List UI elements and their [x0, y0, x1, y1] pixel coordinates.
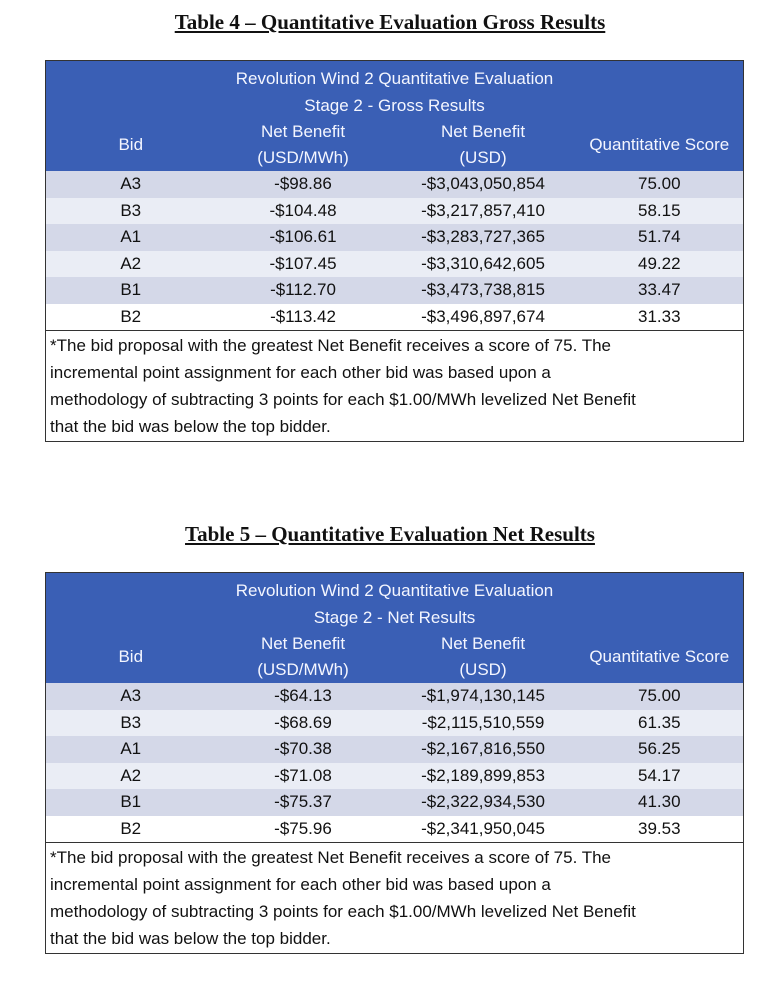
net-benefit-mwh-cell: -$75.37: [216, 789, 391, 816]
table4: [45, 60, 744, 442]
net-benefit-usd-cell: -$3,496,897,674: [391, 304, 576, 331]
table4-col-net-benefit-usd: [391, 119, 576, 171]
net-benefit-usd-cell: -$3,473,738,815: [391, 277, 576, 304]
bid-cell: B1: [46, 277, 216, 304]
score-cell: 49.22: [576, 251, 744, 278]
table-row: [46, 198, 744, 225]
table-row: [46, 789, 744, 816]
score-cell: 54.17: [576, 763, 744, 790]
net-benefit-mwh-cell: -$64.13: [216, 683, 391, 710]
footnote-line: methodology of subtracting 3 points for each $1.00/MWh levelized Net Benefit: [50, 902, 636, 921]
net-benefit-usd-cell: -$1,974,130,145: [391, 683, 576, 710]
footnote-line: incremental point assignment for each other bid was based upon a: [50, 875, 551, 894]
net-benefit-usd-cell: -$3,217,857,410: [391, 198, 576, 225]
net-benefit-usd-cell: -$2,115,510,559: [391, 710, 576, 737]
net-benefit-usd-cell: -$3,283,727,365: [391, 224, 576, 251]
table4-container: [45, 60, 743, 442]
score-cell: 33.47: [576, 277, 744, 304]
table5-col-net-benefit-mwh-line2: (USD/MWh): [257, 660, 349, 679]
score-cell: 56.25: [576, 736, 744, 763]
table5-container: [45, 572, 743, 954]
table5-col-net-benefit-mwh-line1: Net Benefit: [260, 634, 346, 653]
net-benefit-mwh-cell: -$71.08: [216, 763, 391, 790]
net-benefit-mwh-cell: -$104.48: [216, 198, 391, 225]
net-benefit-mwh-cell: -$98.86: [216, 171, 391, 198]
table4-col-net-benefit-mwh-line1: Net Benefit: [260, 122, 346, 141]
table5-heading-line2: Stage 2 - Net Results: [313, 608, 476, 627]
table4-heading-line2: Stage 2 - Gross Results: [304, 96, 485, 115]
table4-col-net-benefit-usd-line1: Net Benefit: [440, 122, 526, 141]
table4-col-score: Quantitative Score: [576, 119, 744, 171]
bid-cell: B1: [46, 789, 216, 816]
table4-title: Table 4 – Quantitative Evaluation Gross Results: [174, 10, 606, 34]
table5-heading: [46, 573, 744, 632]
table4-col-bid: Bid: [46, 119, 216, 171]
net-benefit-usd-cell: -$2,341,950,045: [391, 816, 576, 843]
table5-col-bid: Bid: [46, 631, 216, 683]
table-row: [46, 251, 744, 278]
bid-cell: B2: [46, 816, 216, 843]
footnote-line: *The bid proposal with the greatest Net Benefit receives a score of 75. The: [50, 848, 611, 867]
table4-col-net-benefit-mwh-line2: (USD/MWh): [257, 148, 349, 167]
table-row: [46, 171, 744, 198]
table5-col-net-benefit-usd-line2: (USD): [459, 660, 507, 679]
score-cell: 58.15: [576, 198, 744, 225]
net-benefit-mwh-cell: -$113.42: [216, 304, 391, 331]
bid-cell: A1: [46, 736, 216, 763]
table5-col-net-benefit-mwh: [216, 631, 391, 683]
table5-col-net-benefit-usd-line1: Net Benefit: [440, 634, 526, 653]
net-benefit-mwh-cell: -$68.69: [216, 710, 391, 737]
bid-cell: A2: [46, 763, 216, 790]
footnote-line: that the bid was below the top bidder.: [50, 929, 331, 948]
bid-cell: B3: [46, 198, 216, 225]
net-benefit-mwh-cell: -$106.61: [216, 224, 391, 251]
table-row: [46, 224, 744, 251]
footnote-line: incremental point assignment for each other bid was based upon a: [50, 363, 551, 382]
net-benefit-usd-cell: -$2,189,899,853: [391, 763, 576, 790]
table4-heading-line1: Revolution Wind 2 Quantitative Evaluation: [235, 69, 554, 88]
score-cell: 75.00: [576, 683, 744, 710]
net-benefit-mwh-cell: -$112.70: [216, 277, 391, 304]
table-row: [46, 816, 744, 843]
bid-cell: A3: [46, 683, 216, 710]
net-benefit-usd-cell: -$3,310,642,605: [391, 251, 576, 278]
table5: [45, 572, 744, 954]
footnote-line: *The bid proposal with the greatest Net Benefit receives a score of 75. The: [50, 336, 611, 355]
score-cell: 61.35: [576, 710, 744, 737]
table-row: [46, 710, 744, 737]
bid-cell: A1: [46, 224, 216, 251]
table4-col-net-benefit-mwh: [216, 119, 391, 171]
table5-title: Table 5 – Quantitative Evaluation Net Results: [185, 522, 595, 546]
net-benefit-mwh-cell: -$70.38: [216, 736, 391, 763]
footnote-line: that the bid was below the top bidder.: [50, 417, 331, 436]
table5-col-net-benefit-usd: [391, 631, 576, 683]
score-cell: 31.33: [576, 304, 744, 331]
table4-col-net-benefit-usd-line2: (USD): [459, 148, 507, 167]
net-benefit-mwh-cell: -$107.45: [216, 251, 391, 278]
table-row: [46, 277, 744, 304]
score-cell: 75.00: [576, 171, 744, 198]
net-benefit-mwh-cell: -$75.96: [216, 816, 391, 843]
bid-cell: A3: [46, 171, 216, 198]
table5-footnote: [46, 843, 744, 954]
score-cell: 39.53: [576, 816, 744, 843]
footnote-line: methodology of subtracting 3 points for each $1.00/MWh levelized Net Benefit: [50, 390, 636, 409]
table-row: [46, 683, 744, 710]
table4-heading: [46, 61, 744, 120]
table5-col-score: Quantitative Score: [576, 631, 744, 683]
bid-cell: B3: [46, 710, 216, 737]
table-row: [46, 304, 744, 331]
table4-footnote: [46, 331, 744, 442]
net-benefit-usd-cell: -$2,322,934,530: [391, 789, 576, 816]
net-benefit-usd-cell: -$2,167,816,550: [391, 736, 576, 763]
table-row: [46, 736, 744, 763]
net-benefit-usd-cell: -$3,043,050,854: [391, 171, 576, 198]
table-row: [46, 763, 744, 790]
table5-heading-line1: Revolution Wind 2 Quantitative Evaluation: [235, 581, 554, 600]
bid-cell: B2: [46, 304, 216, 331]
score-cell: 41.30: [576, 789, 744, 816]
bid-cell: A2: [46, 251, 216, 278]
score-cell: 51.74: [576, 224, 744, 251]
